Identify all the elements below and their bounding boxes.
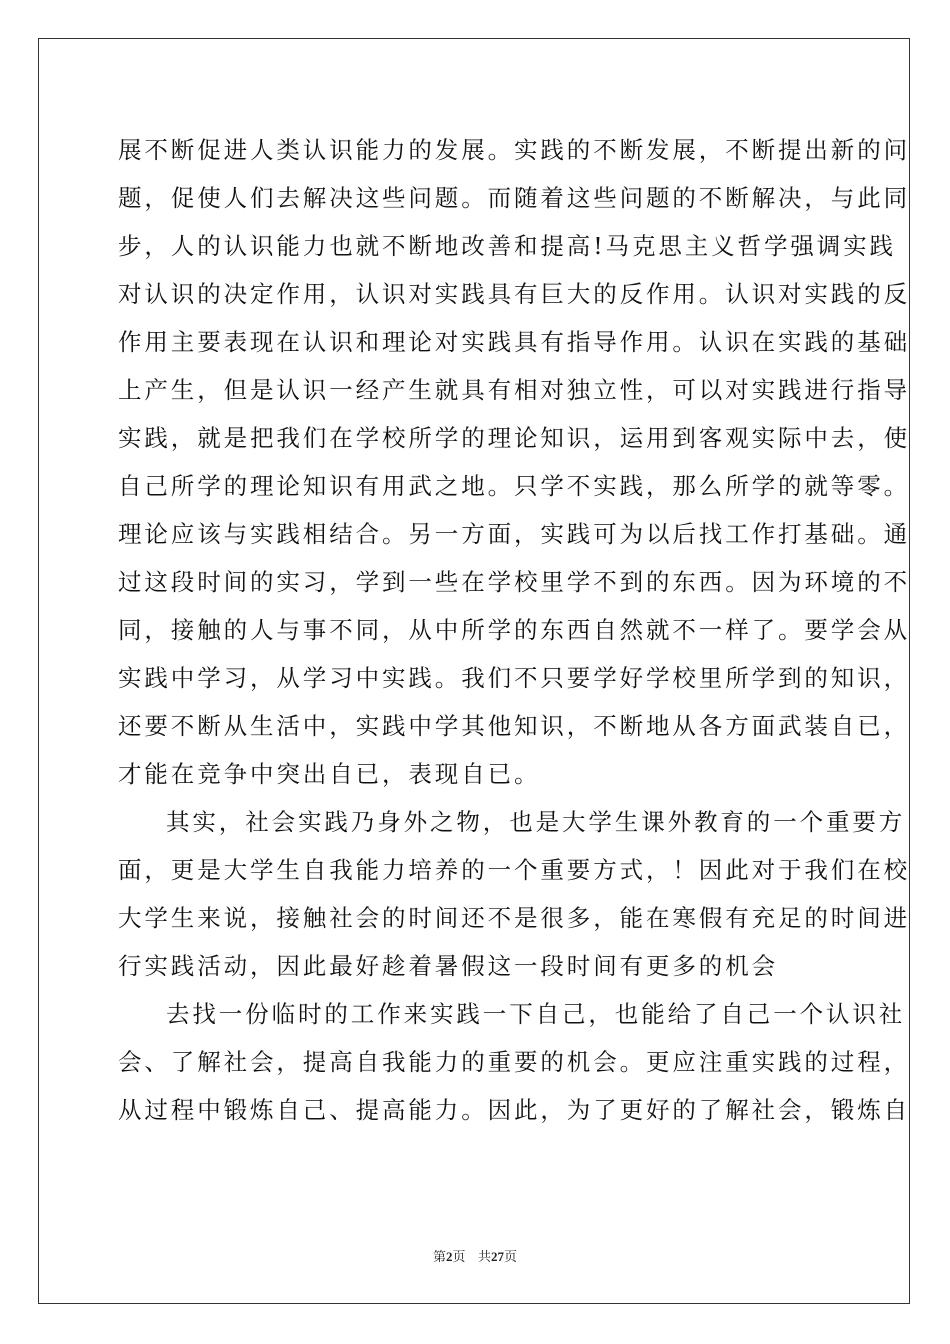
document-body — [118, 126, 910, 1134]
text-line: 自己所学的理论知识有用武之地。只学不实践，那么所学的就等零。 — [118, 472, 910, 500]
text-line: 行实践活动，因此最好趁着暑假这一段时间有更多的机会 — [118, 952, 778, 980]
text-line: 还要不断从生活中，实践中学其他知识，不断地从各方面武装自已， — [118, 712, 910, 740]
text-line: 从过程中锻炼自己、提高能力。因此，为了更好的了解社会，锻炼自 — [118, 1096, 910, 1124]
text-line: 会、了解社会，提高自我能力的重要的机会。更应注重实践的过程， — [118, 1048, 910, 1076]
text-line: 实践中学习，从学习中实践。我们不只要学好学校里所学到的知识， — [118, 664, 910, 692]
total-pages: 27 — [490, 1249, 504, 1264]
text-line: 才能在竞争中突出自已，表现自已。 — [118, 760, 541, 788]
text-line: 对认识的决定作用，认识对实践具有巨大的反作用。认识对实践的反 — [118, 280, 910, 308]
text-line: 上产生，但是认识一经产生就具有相对独立性，可以对实践进行指导 — [118, 376, 910, 404]
text-line: 大学生来说，接触社会的时间还不是很多，能在寒假有充足的时间进 — [118, 904, 910, 932]
text-line: 过这段时间的实习，学到一些在学校里学不到的东西。因为环境的不 — [118, 568, 910, 596]
paragraph-first-line: 去找一份临时的工作来实践一下自己，也能给了自己一个认识社 — [166, 1000, 906, 1028]
page-number: 2 — [446, 1249, 453, 1264]
text-line: 面，更是大学生自我能力培养的一个重要方式，！因此对于我们在校 — [118, 856, 910, 884]
total-prefix: 共 — [477, 1250, 491, 1265]
page-prefix: 第 — [433, 1250, 447, 1265]
page-footer — [0, 1248, 950, 1267]
text-line: 展不断促进人类认识能力的发展。实践的不断发展，不断提出新的问 — [118, 136, 910, 164]
text-line: 理论应该与实践相结合。另一方面，实践可为以后找工作打基础。通 — [118, 520, 910, 548]
text-line: 题，促使人们去解决这些问题。而随着这些问题的不断解决，与此同 — [118, 184, 910, 212]
total-suffix: 页 — [503, 1250, 517, 1265]
page-suffix: 页 — [452, 1250, 466, 1265]
text-line: 同，接触的人与事不同，从中所学的东西自然就不一样了。要学会从 — [118, 616, 910, 644]
text-line: 作用主要表现在认识和理论对实践具有指导作用。认识在实践的基础 — [118, 328, 910, 356]
footer-separator — [466, 1250, 478, 1265]
text-line: 步，人的认识能力也就不断地改善和提高!马克思主义哲学强调实践 — [118, 232, 896, 260]
paragraph-first-line: 其实，社会实践乃身外之物，也是大学生课外教育的一个重要方 — [166, 808, 906, 836]
text-line: 实践，就是把我们在学校所学的理论知识，运用到客观实际中去，使 — [118, 424, 910, 452]
